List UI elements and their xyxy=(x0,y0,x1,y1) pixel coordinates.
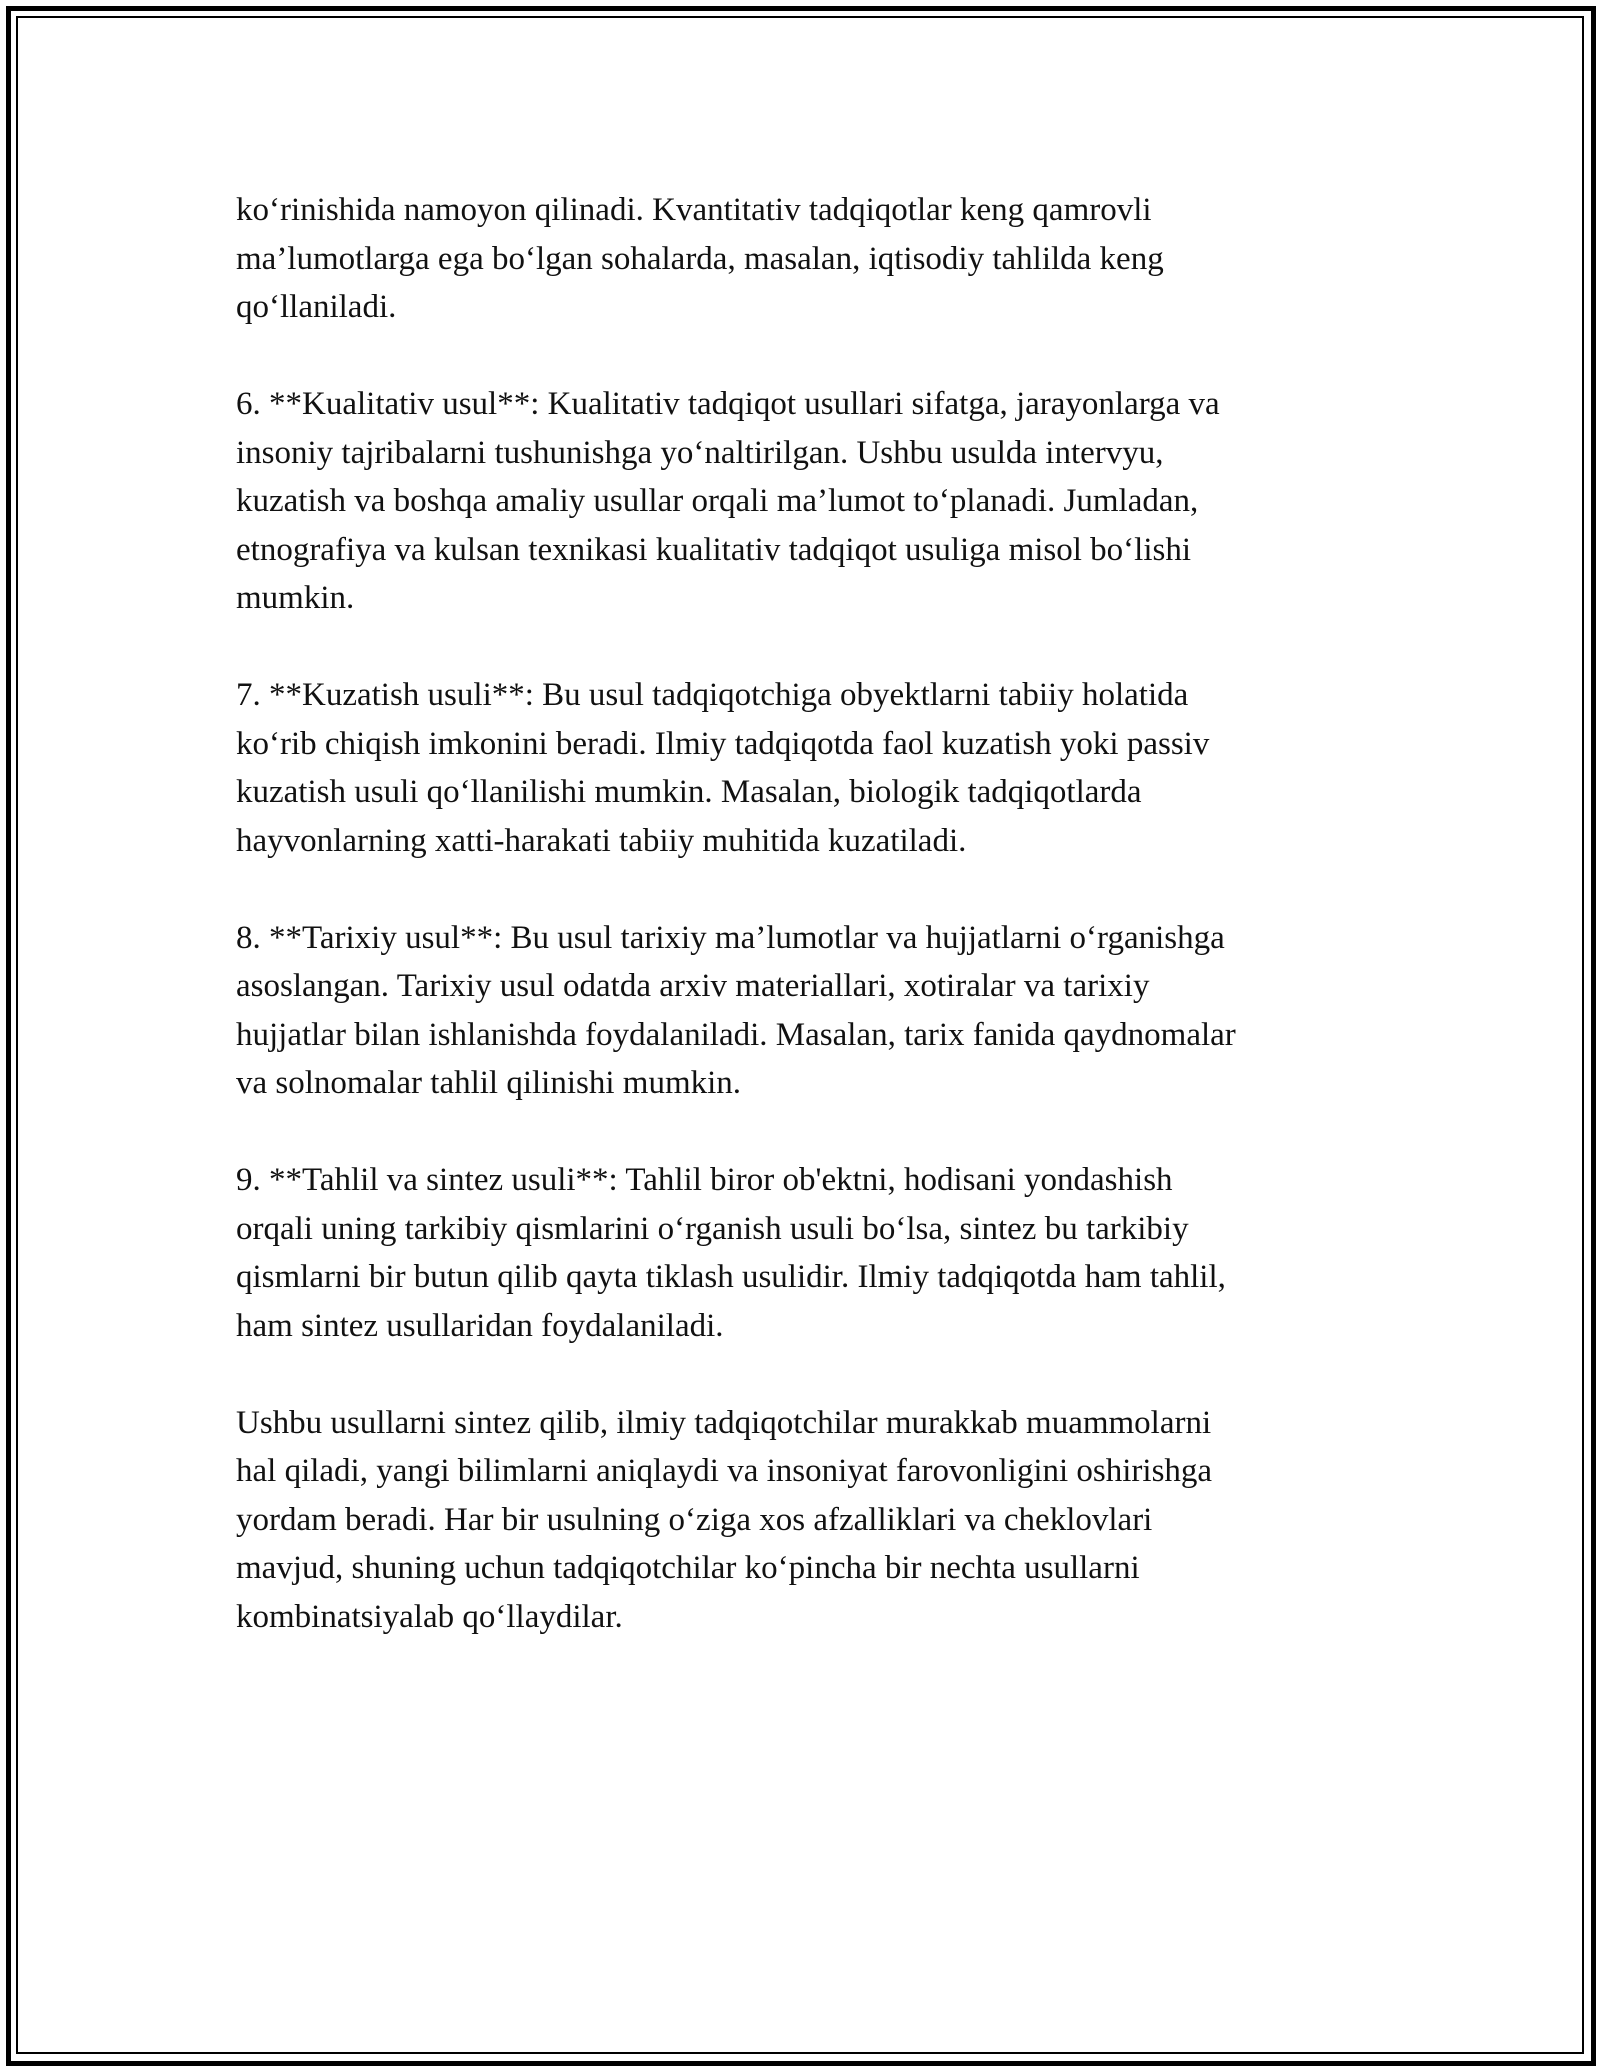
text-line: hayvonlarning xatti-harakati tabiiy muhitida kuzatiladi. xyxy=(236,822,967,859)
text-line: Ushbu usullarni sintez qilib, ilmiy tadqiqotchilar murakkab muammolarni xyxy=(236,1404,1212,1441)
text-line: 6. **Kualitativ usul**: Kualitativ tadqiqot usullari sifatga, jarayonlarga va xyxy=(236,386,1220,422)
text-line: qismlarni bir butun qilib qayta tiklash usulidir. Ilmiy tadqiqotda ham tahlil, xyxy=(236,1259,1226,1295)
paragraph xyxy=(236,914,1366,1108)
text-line: orqali uning tarkibiy qismlarini o‘rganish usuli bo‘lsa, sintez bu tarkibiy xyxy=(236,1210,1189,1247)
text-line: hujjatlar bilan ishlanishda foydalaniladi. Masalan, tarix fanida qaydnomalar xyxy=(236,1016,1236,1053)
paragraph xyxy=(236,671,1366,865)
text-line: insoniy tajribalarni tushunishga yo‘naltirilgan. Ushbu usulda intervyu, xyxy=(236,434,1164,471)
text-line: asoslangan. Tarixiy usul odatda arxiv materiallari, xotiralar va tarixiy xyxy=(236,968,1150,1004)
text-line: yordam beradi. Har bir usulning o‘ziga xos afzalliklari va cheklovlari xyxy=(236,1501,1153,1538)
text-line: kombinatsiyalab qo‘llaydilar. xyxy=(236,1598,623,1635)
text-line: 7. **Kuzatish usuli**: Bu usul tadqiqotchiga obyektlarni tabiiy holatida xyxy=(236,677,1189,713)
text-line: ham sintez usullaridan foydalaniladi. xyxy=(236,1307,724,1344)
text-line: ma’lumotlarga ega bo‘lgan sohalarda, masalan, iqtisodiy tahlilda keng xyxy=(236,240,1164,277)
text-line: hal qiladi, yangi bilimlarni aniqlaydi va insoniyat farovonligini oshirishga xyxy=(236,1453,1213,1489)
text-line: kuzatish va boshqa amaliy usullar orqali ma’lumot to‘planadi. Jumladan, xyxy=(236,483,1199,519)
text-line: 9. **Tahlil va sintez usuli**: Tahlil biror ob'ektni, hodisani yondashish xyxy=(236,1162,1173,1198)
text-line: qo‘llaniladi. xyxy=(236,289,397,325)
text-line: kuzatish usuli qo‘llanilishi mumkin. Masalan, biologik tadqiqotlarda xyxy=(236,774,1142,810)
document-body xyxy=(236,186,1366,1690)
text-line: va solnomalar tahlil qilinishi mumkin. xyxy=(236,1065,742,1101)
paragraph xyxy=(236,1156,1366,1350)
paragraph xyxy=(236,186,1366,332)
paragraph xyxy=(236,1399,1366,1642)
text-line: ko‘rib chiqish imkonini beradi. Ilmiy tadqiqotda faol kuzatish yoki passiv xyxy=(236,725,1210,762)
paragraph xyxy=(236,380,1366,623)
text-line: mavjud, shuning uchun tadqiqotchilar ko‘pincha bir nechta usullarni xyxy=(236,1550,1140,1586)
text-line: mumkin. xyxy=(236,580,355,616)
text-line: 8. **Tarixiy usul**: Bu usul tarixiy ma’lumotlar va hujjatlarni o‘rganishga xyxy=(236,919,1225,956)
text-line: ko‘rinishida namoyon qilinadi. Kvantitativ tadqiqotlar keng qamrovli xyxy=(236,192,1152,228)
text-line: etnografiya va kulsan texnikasi kualitativ tadqiqot usuliga misol bo‘lishi xyxy=(236,531,1192,568)
